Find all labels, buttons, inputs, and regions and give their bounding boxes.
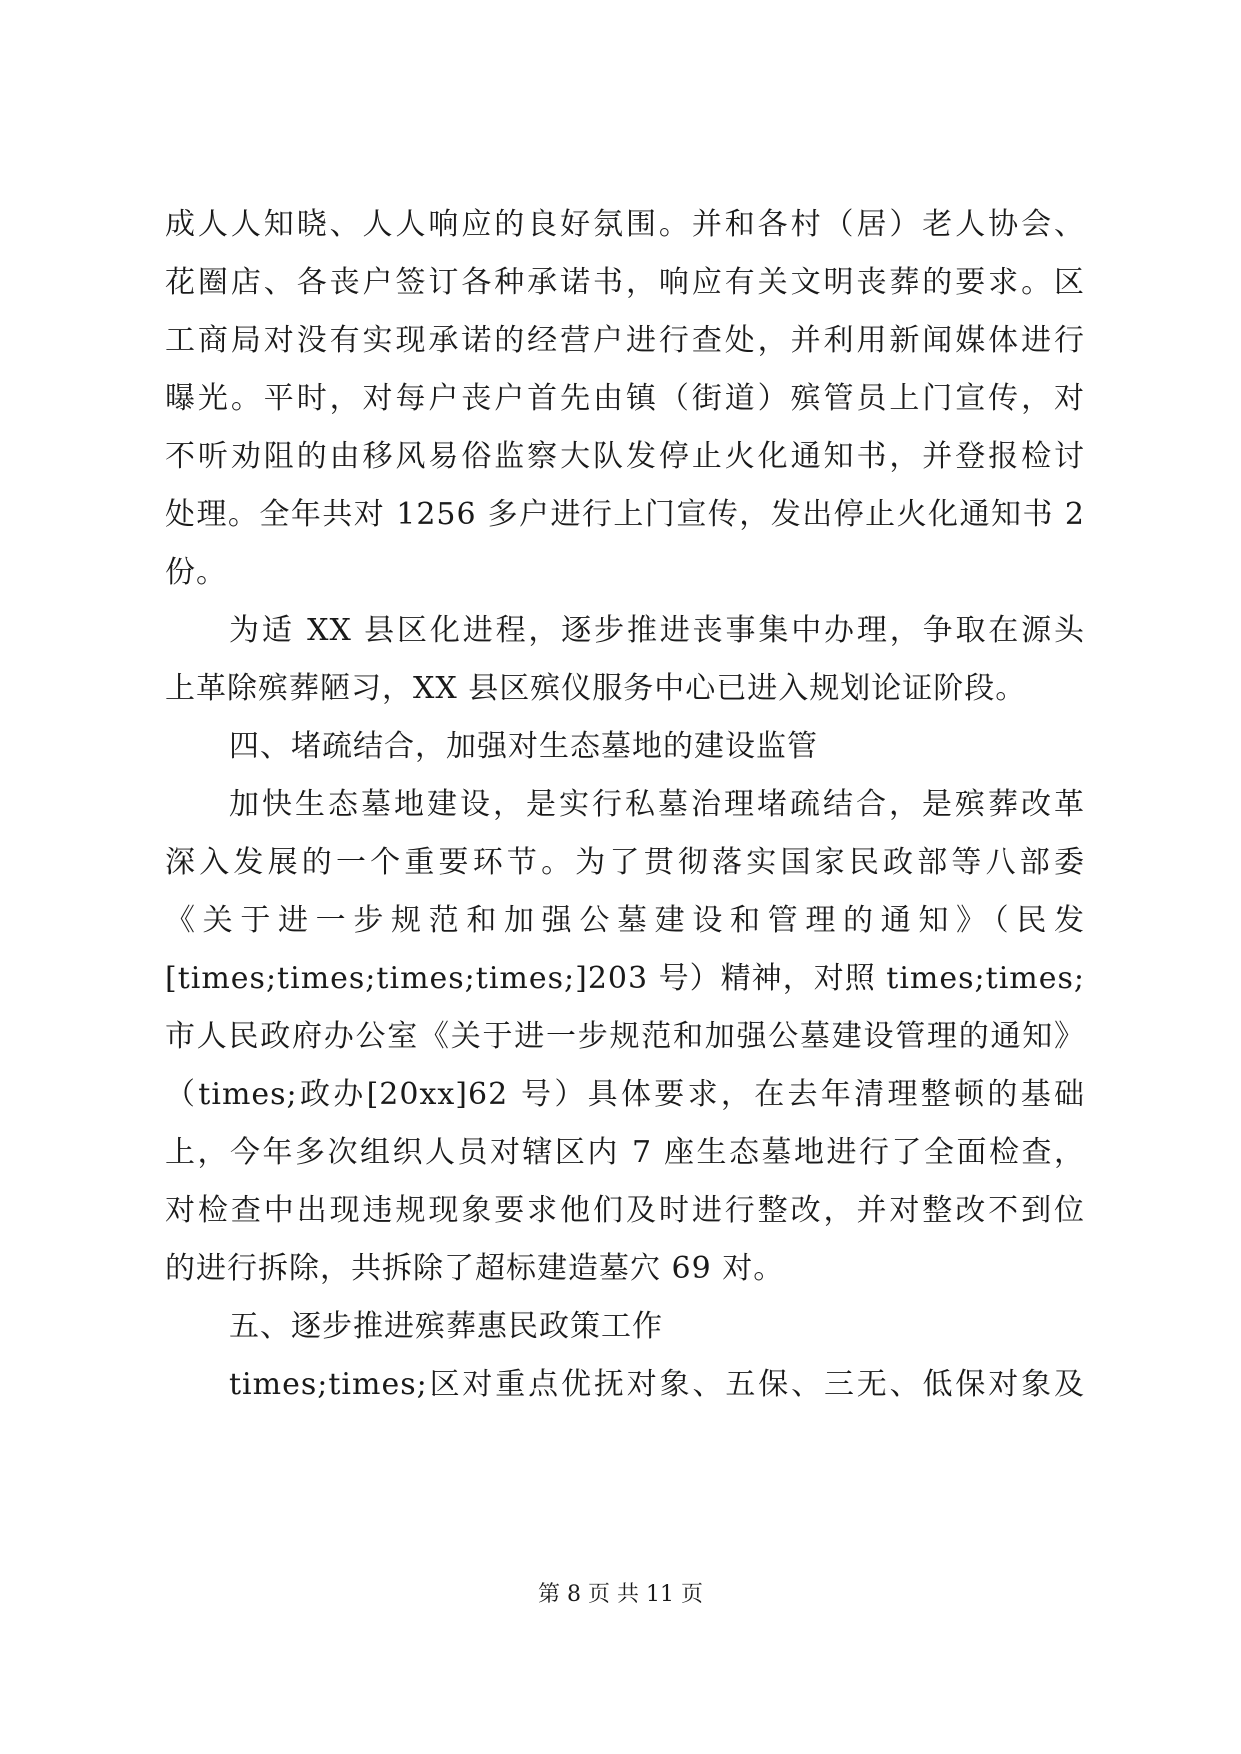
body-text-line: 曝光。平时，对每户丧户首先由镇（街道）殡管员上门宣传，对	[165, 381, 1085, 416]
body-text-line: （times;政办[20xx]62 号）具体要求，在去年清理整顿的基础	[165, 1077, 1085, 1112]
body-text-line: 成人人知晓、人人响应的良好氛围。并和各村（居）老人协会、	[165, 207, 1085, 242]
body-text-line: 的进行拆除，共拆除了超标建造墓穴 69 对。	[165, 1251, 785, 1286]
body-text-line: 深入发展的一个重要环节。为了贯彻落实国家民政部等八部委	[165, 845, 1085, 880]
body-text-line: 市人民政府办公室《关于进一步规范和加强公墓建设管理的通知》	[165, 1019, 1085, 1054]
page-footer: 第 8 页 共 11 页	[538, 1582, 703, 1607]
body-text-line: 对检查中出现违规现象要求他们及时进行整改，并对整改不到位	[165, 1193, 1085, 1228]
body-text-line: 处理。全年共对 1256 多户进行上门宣传，发出停止火化通知书 2	[165, 497, 1085, 532]
body-text-line: 花圈店、各丧户签订各种承诺书，响应有关文明丧葬的要求。区	[165, 265, 1085, 300]
body-text-line: 不听劝阻的由移风易俗监察大队发停止火化通知书，并登报检讨	[165, 439, 1085, 474]
body-text-line: 工商局对没有实现承诺的经营户进行查处，并利用新闻媒体进行	[165, 323, 1085, 358]
body-text-line: 上革除殡葬陋习，XX 县区殡仪服务中心已进入规划论证阶段。	[165, 671, 1027, 706]
body-text-line: times;times;区对重点优抚对象、五保、三无、低保对象及	[229, 1367, 1085, 1402]
body-text-line: 为适 XX 县区化进程，逐步推进丧事集中办理，争取在源头	[229, 613, 1085, 648]
body-text-line: 加快生态墓地建设，是实行私墓治理堵疏结合，是殡葬改革	[229, 787, 1085, 822]
body-text-line: [times;times;times;times;]203 号）精神，对照 times;times;	[165, 961, 1085, 996]
section-heading: 四、堵疏结合，加强对生态墓地的建设监管	[229, 729, 818, 764]
section-heading: 五、逐步推进殡葬惠民政策工作	[229, 1309, 663, 1344]
body-text-line: 《关于进一步规范和加强公墓建设和管理的通知》（民发	[165, 903, 1085, 938]
body-text-line: 上，今年多次组织人员对辖区内 7 座生态墓地进行了全面检查，	[165, 1135, 1085, 1170]
body-text-line: 份。	[165, 555, 227, 590]
